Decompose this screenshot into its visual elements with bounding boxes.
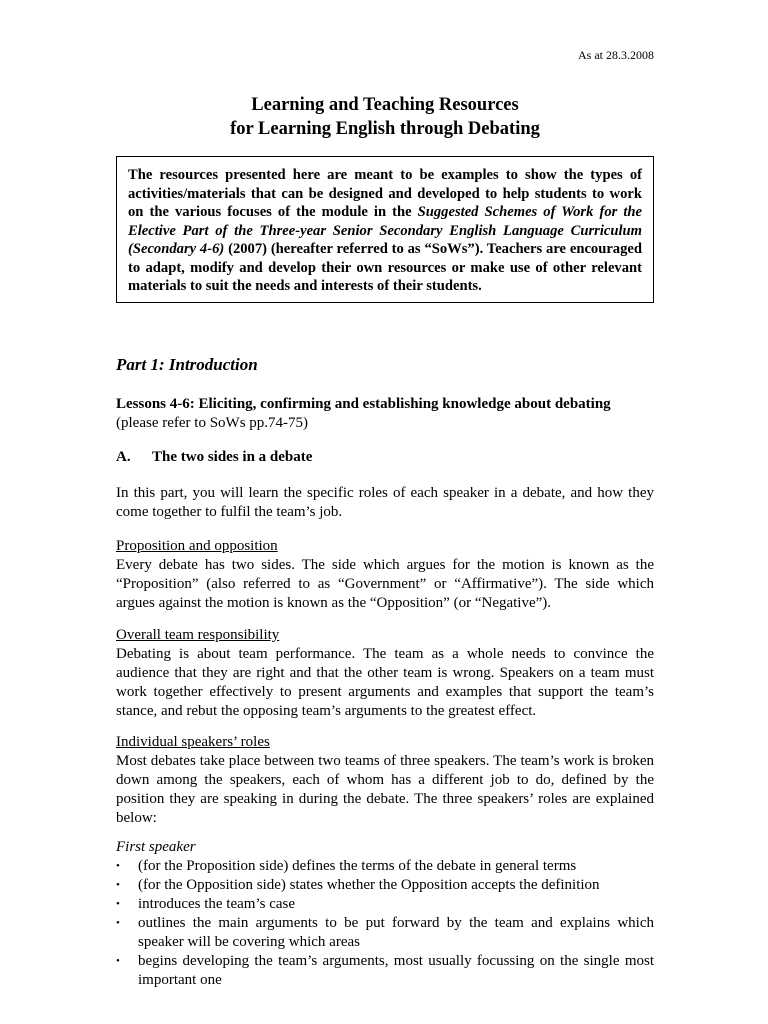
list-item: • outlines the main arguments to be put forward by the team and explains which speaker will be covering which areas — [116, 915, 654, 950]
roles-section — [116, 733, 654, 828]
notice-italic-title: Suggested Schemes of Work for the Elective Part of the Three-year Senior Secondary English Language Curriculum (Secondary 4-6) — [128, 204, 642, 257]
title-line-2: for Learning English through Debating — [230, 119, 540, 139]
roles-heading: Individual speakers’ roles — [116, 734, 270, 750]
document-title — [116, 93, 654, 141]
section-title: The two sides in a debate — [152, 449, 313, 465]
first-speaker-list — [116, 857, 654, 990]
first-speaker-heading: First speaker — [116, 839, 196, 855]
team-section — [116, 626, 654, 721]
bullet-icon: • — [116, 917, 120, 929]
bullet-icon: • — [116, 898, 120, 910]
notice-text-1: The resources presented here are meant to be examples to show the types of activities/materials that can be designed and developed to help students to work on the various focuses of the module in the — [128, 167, 642, 220]
lesson-title: Lessons 4-6: Eliciting, confirming and establishing knowledge about debating — [116, 396, 611, 412]
lesson-reference: (please refer to SoWs pp.74-75) — [116, 415, 309, 431]
team-heading: Overall team responsibility — [116, 627, 280, 643]
intro-paragraph: In this part, you will learn the specific roles of each speaker in a debate, and how they come together to fulfil the team’s job. — [116, 485, 654, 520]
section-heading — [116, 448, 312, 467]
notice-box — [116, 156, 654, 303]
date-stamp: As at 28.3.2008 — [578, 48, 654, 62]
bullet-icon: • — [116, 879, 120, 891]
list-item: • (for the Opposition side) states whether the Opposition accepts the definition — [116, 877, 600, 893]
section-label: A. — [116, 449, 131, 465]
part-heading: Part 1: Introduction — [116, 355, 258, 374]
list-item: • (for the Proposition side) defines the terms of the debate in general terms — [116, 858, 577, 874]
proposition-heading: Proposition and opposition — [116, 538, 278, 554]
proposition-section — [116, 537, 654, 613]
lesson-block — [116, 395, 654, 433]
bullet-icon: • — [116, 860, 120, 872]
list-item: • begins developing the team’s arguments, most usually focussing on the single most important one — [116, 953, 654, 988]
notice-text-2: (2007) (hereafter referred to as “SoWs”). Teachers are encouraged to adapt, modify and develop their own resources or make use of other relevant materials to suit the needs and interests of their students. — [128, 241, 642, 294]
proposition-text: Every debate has two sides. The side which argues for the motion is known as the “Proposition” (also referred to as “Government” or “Affirmative”). The side which argues against the motion is known as the “Opposition” (or “Negative”). — [116, 557, 654, 611]
bullet-icon: • — [116, 955, 120, 967]
list-item: • introduces the team’s case — [116, 896, 296, 912]
title-line-1: Learning and Teaching Resources — [251, 95, 519, 115]
team-text: Debating is about team performance. The team as a whole needs to convince the audience that they are right and that the other team is wrong. Speakers on a team must work together effectively to present arguments and examples that support the team’s stance, and rebut the opposing team’s arguments to the greatest effect. — [116, 646, 654, 719]
roles-text: Most debates take place between two teams of three speakers. The team’s work is broken down among the speakers, each of whom has a different job to do, defined by the position they are speaking in during the debate. The three speakers’ roles are explained below: — [116, 753, 654, 826]
